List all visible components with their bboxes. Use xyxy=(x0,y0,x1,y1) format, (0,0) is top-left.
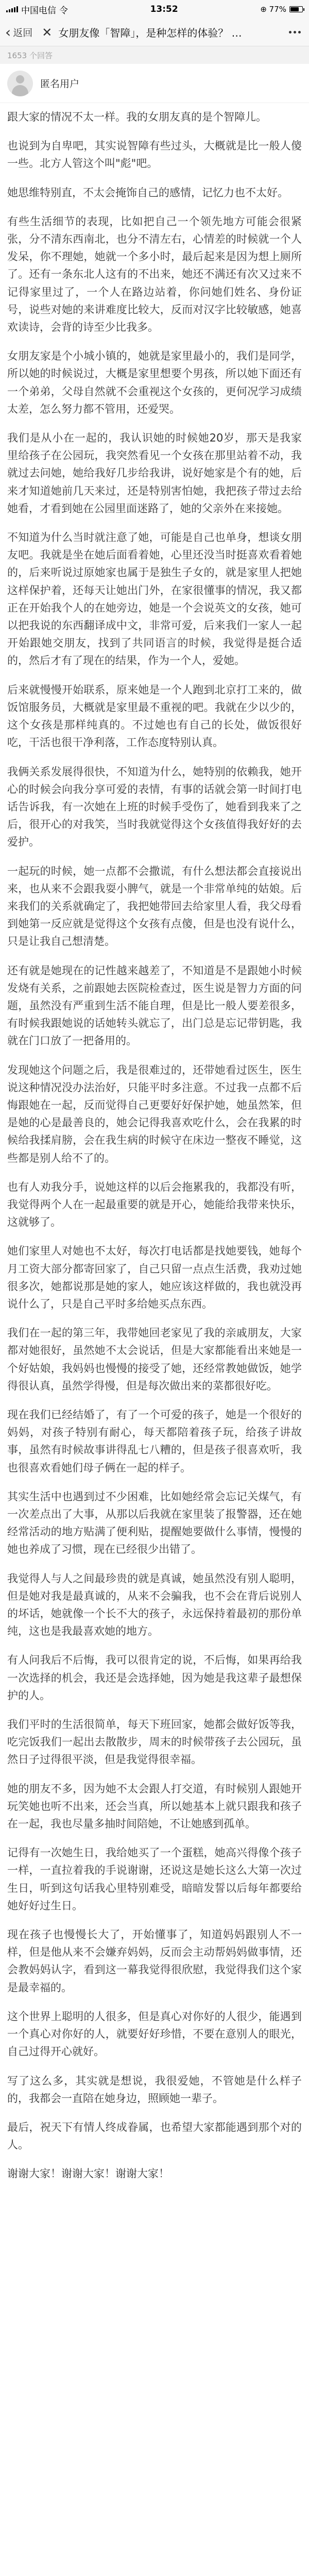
battery-fill xyxy=(290,7,299,11)
signal-icon xyxy=(6,6,18,12)
answer-paragraph: 一起玩的时候，她一点都不会撒谎，有什么想法都会直接说出来，也从来不会跟我耍小脾气，就是一个非常单纯的姑娘。后来我们的关系就确定了，我把她带回去给家里人看，我父母看到她第一反应就是觉得这个女孩有点傻，但是也没有说什么，只是让我自己想清楚。 xyxy=(7,865,302,948)
answer-paragraph: 也说到为自卑吧，其实说智障有些过头，大概就是比一般人傻一些。北方人管这个叫"彪"吧。 xyxy=(7,140,302,170)
author-name[interactable]: 匿名用户 xyxy=(40,78,80,90)
answer-paragraph: 记得有一次她生日，我给她买了一个蛋糕，她高兴得像个孩子一样，一直拉着我的手说谢谢，还说这是她长这么大第一次过生日，听到这句话我心里特别难受，暗暗发誓以后每年都要给她好好过生日。 xyxy=(7,1846,302,1912)
back-button[interactable] xyxy=(0,19,36,46)
answer-paragraph: 谢谢大家！谢谢大家！谢谢大家！ xyxy=(7,2167,169,2180)
status-right xyxy=(260,5,303,14)
status-bar xyxy=(0,0,309,19)
answer-paragraph: 有人问我后不后悔，我可以很肯定的说，不后悔，如果再给我一次选择的机会，我还是会选择她，因为她是我这辈子最想保护的人。 xyxy=(7,1654,302,1702)
answer-paragraph: 现在孩子也慢慢长大了，开始懂事了，知道妈妈跟别人不一样，但是他从来不会嫌弃妈妈，反而会主动帮妈妈做事情，还会教妈妈认字，看到这一幕我觉得很欣慰，我觉得我们这个家是最幸福的。 xyxy=(7,1928,302,1994)
answer-paragraph: 我觉得人与人之间最珍贵的就是真诚，她虽然没有别人聪明，但是她对我是最真诚的，从来不会骗我，也不会在背后说别人的坏话，她就像一个长不大的孩子，永远保持着最初的那份单纯，这也是我最喜欢她的地方。 xyxy=(7,1572,302,1638)
answer-paragraph: 其实生活中也遇到过不少困难，比如她经常会忘记关煤气，有一次差点出了大事，从那以后我就在家里装了报警器，还在她经常活动的地方贴满了便利贴，提醒她要做什么事情，慢慢的她也养成了习惯，现在已经很少出错了。 xyxy=(7,1490,302,1556)
nav-bar xyxy=(0,19,309,46)
answer-paragraph: 我们在一起的第三年，我带她回老家见了我的亲戚朋友，大家都对她很好，虽然她不太会说话，但是大家都能看出来她是一个好姑娘，我妈妈也慢慢的接受了她，还经常教她做饭，她学得很认真，虽然学得慢，但是每次做出来的菜都很好吃。 xyxy=(7,1327,302,1392)
answer-paragraph: 还有就是她现在的记性越来越差了，不知道是不是跟她小时候发烧有关系，之前跟她去医院检查过，医生说是智力方面的问题，虽然没有严重到生活不能自理，但是比一般人要差很多，有时候我跟她说的话她转头就忘了，出门总是忘记带钥匙，我就在门口放了一把备用的。 xyxy=(7,964,302,1047)
answer-body xyxy=(0,108,309,2576)
page-title: 女朋友像「智障」，是种怎样的体验？ … xyxy=(58,27,242,39)
battery-icon xyxy=(289,6,303,12)
answer-paragraph: 不知道为什么当时就注意了她，可能是自己也单身，想谈女朋友吧。我就是坐在她后面看着她，心里还没当时挺喜欢看着她的，后来听说过原她家也属于是独生子女的，就是家里人把她这样保护着，还每天让她出门外，在家很懂事的情况，我又都正在开始我个人的在她旁边，她是一个会说英文的女孩，她可以把我说的东西翻译成中文，非常可爱，后来我们一家人一起开始跟她交朋友，找到了共同语言的时候，我觉得是挺合适的，然后才有了现在的结果，作为一个人，爱她。 xyxy=(7,531,302,667)
answer-paragraph: 后来就慢慢开始联系，原来她是一个人跑到北京打工来的，做饭馆服务员，大概就是家里最不重视的吧。我就在少以少的，这个女孩是那样纯真的。不过她也有自己的长处，做饭很好吃，干活也很干净利落，工作态度特别认真。 xyxy=(7,683,302,749)
status-time: 13:52 xyxy=(150,4,178,14)
avatar[interactable] xyxy=(7,71,33,96)
answer-paragraph: 她的朋友不多，因为她不太会跟人打交道，有时候别人跟她开玩笑她也听不出来，还会当真，所以她基本上就只跟我和孩子在一起，我也尽量多抽时间陪她，不让她感到孤单。 xyxy=(7,1782,302,1831)
answer-paragraph: 我俩关系发展得很快，不知道为什么，她特别的依赖我，她开心的时候会向我分享可爱的表情，有事的话就会第一时间打电话告诉我，有一次她在上班的时候手受伤了，她看到我来了之后，很开心的对我笑，当时我就觉得这个女孩值得我好好的去爱护。 xyxy=(7,765,302,849)
status-left xyxy=(6,3,68,16)
answer-paragraph: 写了这么多，其实就是想说，我很爱她，不管她是什么样子的，我都会一直陪在她身边，照顾她一辈子。 xyxy=(7,2074,302,2105)
answer-paragraph: 有些生活细节的表现，比如把自己一个领先地方可能会很紧张，分不清东西南北，也分不清左右，心情差的时候就一个人发呆，你不理她，她就一个多小时，最后起来是因为想上厕所了。还有一条东北人这有的不出来，她还不满还有次又过来不记得家里过了，一个人在路边站着，你问她们姓名、身份证号，说些对她的来讲难度比较大，反而对汉字比较敏感，她喜欢读诗，会背的诗至少比我多。 xyxy=(7,215,302,334)
answer-paragraph: 她思维特别直，不太会掩饰自己的感情，记忆力也不太好。 xyxy=(7,186,288,199)
close-icon[interactable]: ✕ xyxy=(42,25,53,40)
back-label: 返回 xyxy=(13,27,33,39)
more-menu-icon[interactable] xyxy=(281,19,309,46)
answer-paragraph: 现在我们已经结婚了，有了一个可爱的孩子，她是一个很好的妈妈，对孩子特别有耐心，每天都陪着孩子玩，给孩子讲故事，虽然有时候故事讲得乱七八糟的，但是孩子很喜欢听，我也很喜欢看她们母子俩在一起的样子。 xyxy=(7,1409,302,1474)
answer-paragraph: 发现她这个问题之后，我是很难过的，还带她看过医生，医生说这种情况没办法治好，只能平时多注意。不过我一点都不后悔跟她在一起，反而觉得自己更要好好保护她，她虽然笨，但是她的心是最善良的，她会记得我喜欢吃什么，会在我累的时候给我揉肩膀，会在我生病的时候守在床边一整夜不睡觉，这些都是别人给不了的。 xyxy=(7,1063,302,1164)
answer-count[interactable]: 1653 个回答 xyxy=(0,46,309,64)
answer-paragraph: 她们家里人对她也不太好，每次打电话都是找她要钱，她每个月工资大部分都寄回家了，自己只留一点点生活费，我劝过她很多次，她都说那是她的家人，她应该这样做的，我也就没再说什么了，只是自己平时多给她买点东西。 xyxy=(7,1245,302,1310)
wifi-icon: 令 xyxy=(59,5,68,16)
answer-paragraph: 我们是从小在一起的，我认识她的时候她20岁，那天是我家里给孩子在公园玩，我突然看见一个女孩在那里站着不动，我就过去问她，她给我好几步给我讲，说好她家是个有的她，后来才知道她前几天来过，还是特别害怕她，我把孩子带过去给她看，才看到她在公园里面迷路了，她的父亲外在来接她。 xyxy=(7,432,302,515)
answer-paragraph: 也有人劝我分手，说她这样的以后会拖累我的，我都没有听，我觉得两个人在一起最重要的就是开心，她能给我带来快乐，这就够了。 xyxy=(7,1180,302,1229)
answer-paragraph: 最后，祝天下有情人终成眷属，也希望大家都能遇到那个对的人。 xyxy=(7,2121,302,2151)
answer-paragraph: 女朋友家是个小城小镇的，她就是家里最小的，我们是同学，所以她的时候说过，大概是家里想要个男孩，所以她下面还有一个弟弟，父母自然就不会重视这个女孩的，更何况学习成绩太差，怎么努力都不管用，还爱哭。 xyxy=(7,350,302,415)
answer-paragraph: 跟大家的情况不太一样。我的女朋友真的是个智障儿。 xyxy=(7,111,267,123)
answer-paragraph: 这个世界上聪明的人很多，但是真心对你好的人很少，能遇到一个真心对你好的人，就要好好珍惜，不要在意别人的眼光，自己过得开心就好。 xyxy=(7,2010,302,2058)
battery-percent: ⊕ 77% xyxy=(260,5,286,14)
author-row[interactable] xyxy=(0,64,309,103)
carrier-label: 中国电信 xyxy=(21,5,56,16)
answer-paragraph: 我们平时的生活很简单，每天下班回家，她都会做好饭等我，吃完饭我们一起出去散散步，周末的时候带孩子去公园玩，虽然日子过得很平淡，但是我觉得很幸福。 xyxy=(7,1718,302,1766)
chevron-left-icon: ‹ xyxy=(5,23,11,41)
